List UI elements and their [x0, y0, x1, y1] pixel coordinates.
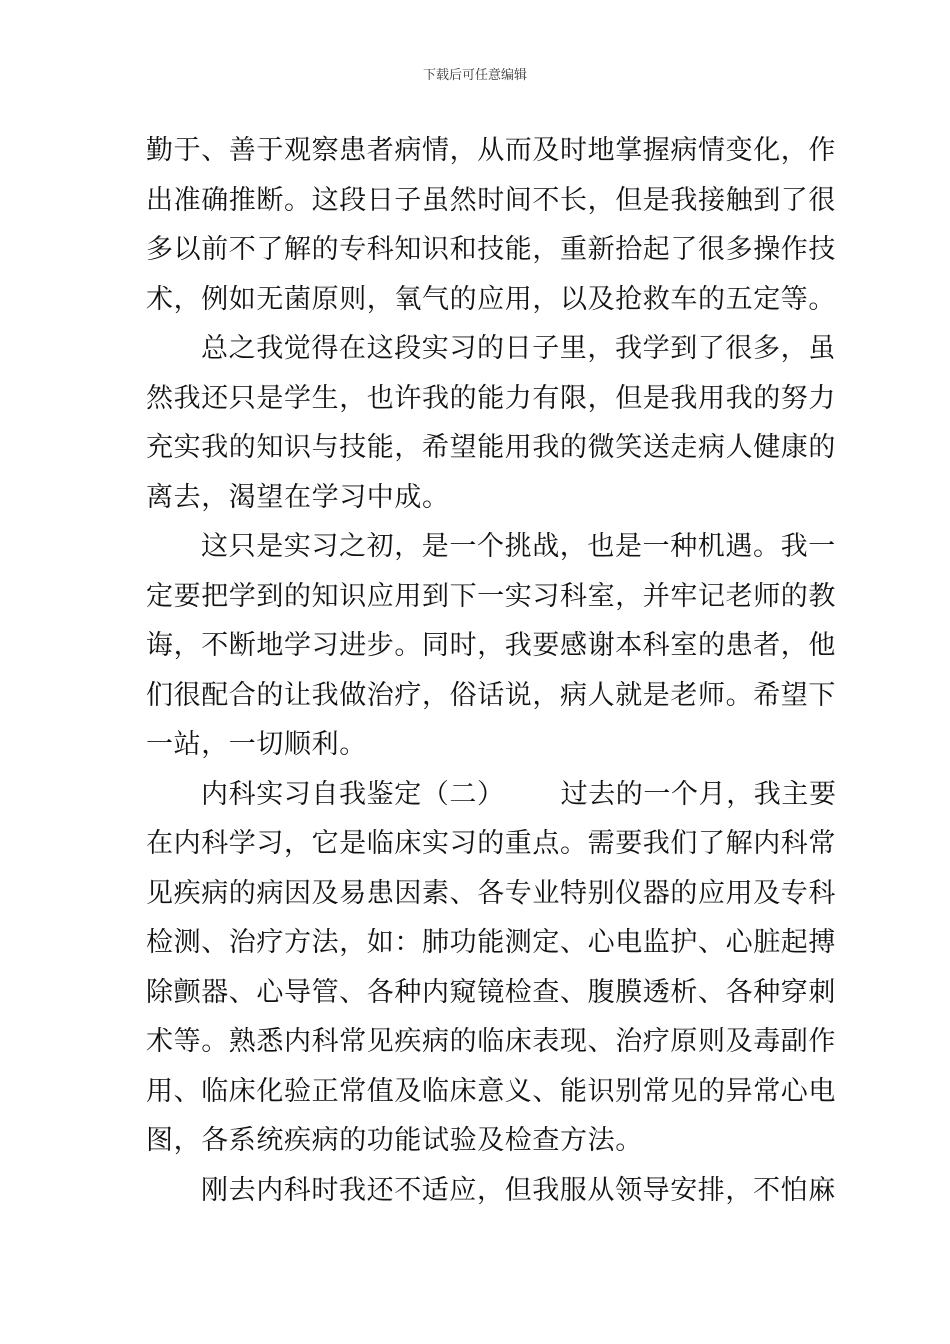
page-header: 下载后可任意编辑	[422, 68, 527, 83]
text-line: 离去，渴望在学习中成。	[146, 481, 450, 513]
section-heading: 内科实习自我鉴定（二）	[201, 778, 505, 810]
document-body	[146, 126, 837, 1215]
paragraph-5	[146, 1166, 836, 1216]
text-line: 检测、治疗方法，如：肺功能测定、心电监护、心脏起搏	[146, 927, 836, 958]
text-line: 在内科学习，它是临床实习的重点。需要我们了解内科常	[146, 828, 836, 859]
paragraph-3	[146, 522, 836, 770]
text-line: 定要把学到的知识应用到下一实习科室，并牢记老师的教	[146, 580, 836, 612]
text-line: 出准确推断。这段日子虽然时间不长，但是我接触到了很	[146, 184, 836, 216]
text-line: 图，各系统疾病的功能试验及检查方法。	[146, 1125, 643, 1156]
text-line: 然我还只是学生，也许我的能力有限，但是我用我的努力	[146, 382, 836, 414]
text-line: 见疾病的病因及易患因素、各专业特别仪器的应用及专科	[146, 877, 836, 909]
text-line: 总之我觉得在这段实习的日子里，我学到了很多，虽	[201, 333, 836, 364]
text-line: 术等。熟悉内科常见疾病的临床表现、治疗原则及毒副作	[146, 1026, 836, 1057]
paragraph-1	[146, 126, 836, 324]
text-line: 一站，一切顺利。	[146, 729, 367, 760]
paragraph-4	[146, 770, 837, 1166]
paragraph-2	[146, 324, 836, 522]
text-line: 们很配合的让我做治疗，俗话说，病人就是老师。希望下	[146, 679, 836, 711]
text-line	[146, 770, 837, 820]
text-line: 除颤器、心导管、各种内窥镜检查、腹膜透析、各种穿刺	[146, 976, 836, 1008]
text-line: 用、临床化验正常值及临床意义、能识别常见的异常心电	[146, 1075, 836, 1107]
text-line: 刚去内科时我还不适应，但我服从领导安排，不怕麻	[201, 1174, 836, 1206]
text-line: 充实我的知识与技能，希望能用我的微笑送走病人健康的	[146, 432, 836, 463]
text-line: 这只是实习之初，是一个挑战，也是一种机遇。我一	[201, 531, 836, 562]
text-line: 术，例如无菌原则，氧气的应用，以及抢救车的五定等。	[146, 283, 836, 315]
text-span: 过去的一个月，我主要	[560, 778, 837, 810]
text-line: 诲，不断地学习进步。同时，我要感谢本科室的患者，他	[146, 630, 836, 661]
text-line: 多以前不了解的专科知识和技能，重新拾起了很多操作技	[146, 234, 836, 265]
text-line: 勤于、善于观察患者病情，从而及时地掌握病情变化，作	[146, 135, 836, 166]
